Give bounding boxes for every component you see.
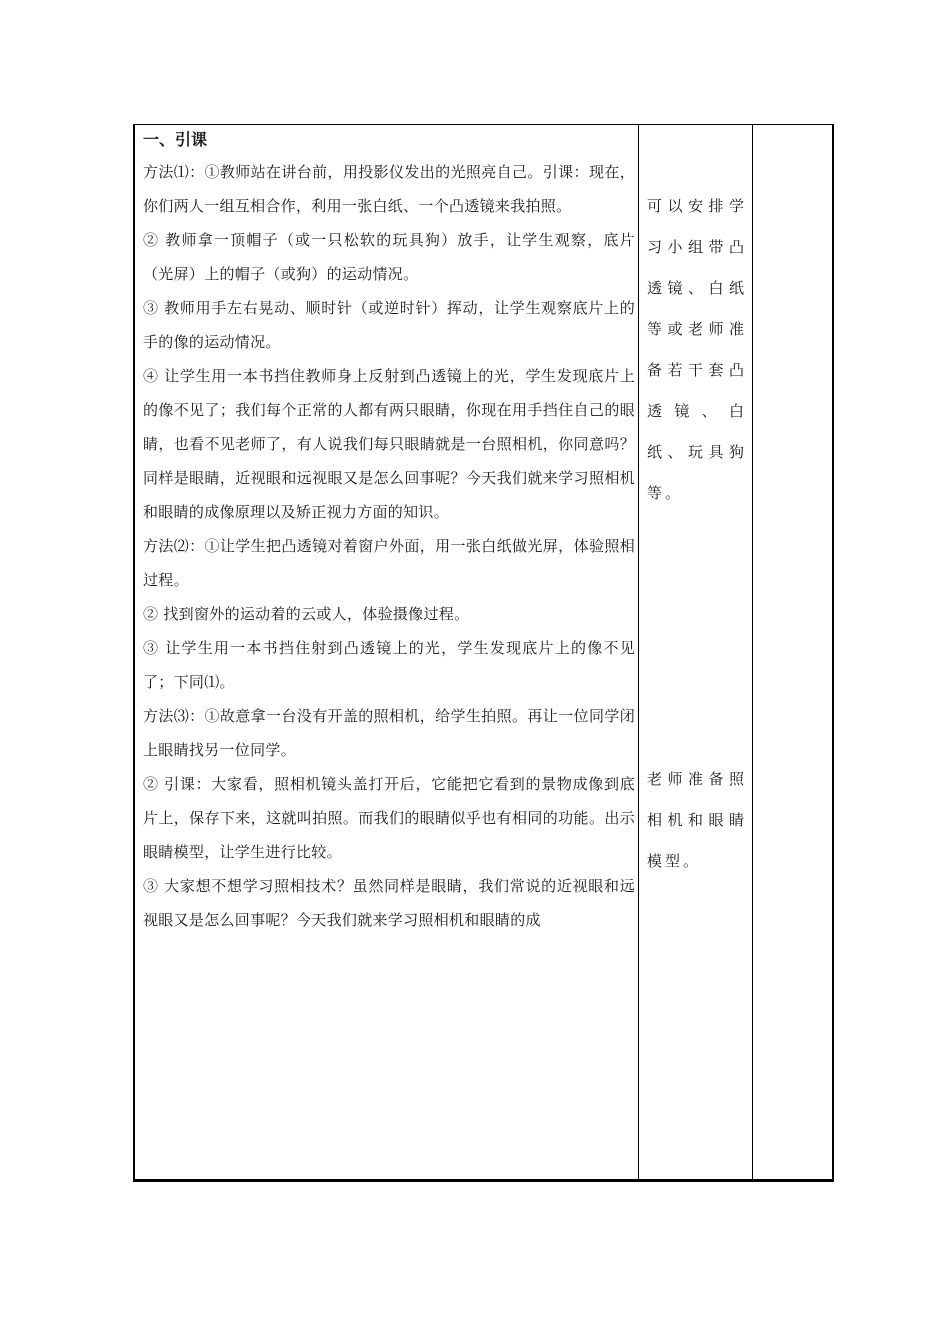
paragraph-method2-step3: ③ 让学生用一本书挡住射到凸透镜上的光，学生发现底片上的像不见了；下同⑴。 bbox=[143, 639, 635, 691]
paragraph-method2-step2: ② 找到窗外的运动着的云或人，体验摄像过程。 bbox=[143, 605, 470, 623]
column-divider-1 bbox=[638, 125, 639, 1179]
paragraph-method3-step2: ② 引课：大家看，照相机镜头盖打开后，它能把它看到的景物成像到底片上，保存下来，这就叫拍照。而我们的眼睛似乎也有相同的功能。出示眼睛模型，让学生进行比较。 bbox=[143, 775, 635, 861]
paragraph-method3-step3: ③ 大家想不想学习照相技术？虽然同样是眼睛，我们常说的近视眼和远视眼又是怎么回事呢？今天我们就来学习照相机和眼睛的成 bbox=[143, 877, 635, 929]
paragraph-method1-step1: 方法⑴：①教师站在讲台前，用投影仪发出的光照亮自己。引课：现在，你们两人一组互相合作，利用一张白纸、一个凸透镜来我拍照。 bbox=[143, 163, 635, 215]
paragraph-method2-step1: 方法⑵：①让学生把凸透镜对着窗户外面，用一张白纸做光屏，体验照相过程。 bbox=[143, 537, 635, 589]
lesson-table bbox=[133, 124, 834, 1182]
paragraph-method1-step2: ② 教师拿一顶帽子（或一只松软的玩具狗）放手，让学生观察，底片（光屏）上的帽子（或狗）的运动情况。 bbox=[143, 231, 635, 283]
note-materials: 可以安排学习小组带凸透镜、白纸等或老师准备若干套凸透镜、白纸、玩具狗等。 bbox=[647, 197, 747, 502]
section-heading: 一、引课 bbox=[143, 130, 208, 149]
note-camera-model: 老师准备照相机和眼睛模型。 bbox=[647, 770, 747, 870]
column-divider-2 bbox=[752, 125, 753, 1179]
paragraph-method1-step3: ③ 教师用手左右晃动、顺时针（或逆时针）挥动，让学生观察底片上的手的像的运动情况。 bbox=[143, 299, 635, 351]
main-content-cell bbox=[143, 125, 635, 937]
paragraph-method1-step4: ④ 让学生用一本书挡住教师身上反射到凸透镜上的光，学生发现底片上的像不见了；我们每个正常的人都有两只眼睛，你现在用手挡住自己的眼睛，也看不见老师了，有人说我们每只眼睛就是一台照相机，你同意吗？同样是眼睛，近视眼和远视眼又是怎么回事呢？今天我们就来学习照相机和眼睛的成像原理以及矫正视力方面的知识。 bbox=[143, 367, 635, 521]
paragraph-method3-step1: 方法⑶：①故意拿一台没有开盖的照相机，给学生拍照。再让一位同学闭上眼睛找另一位同学。 bbox=[143, 707, 635, 759]
